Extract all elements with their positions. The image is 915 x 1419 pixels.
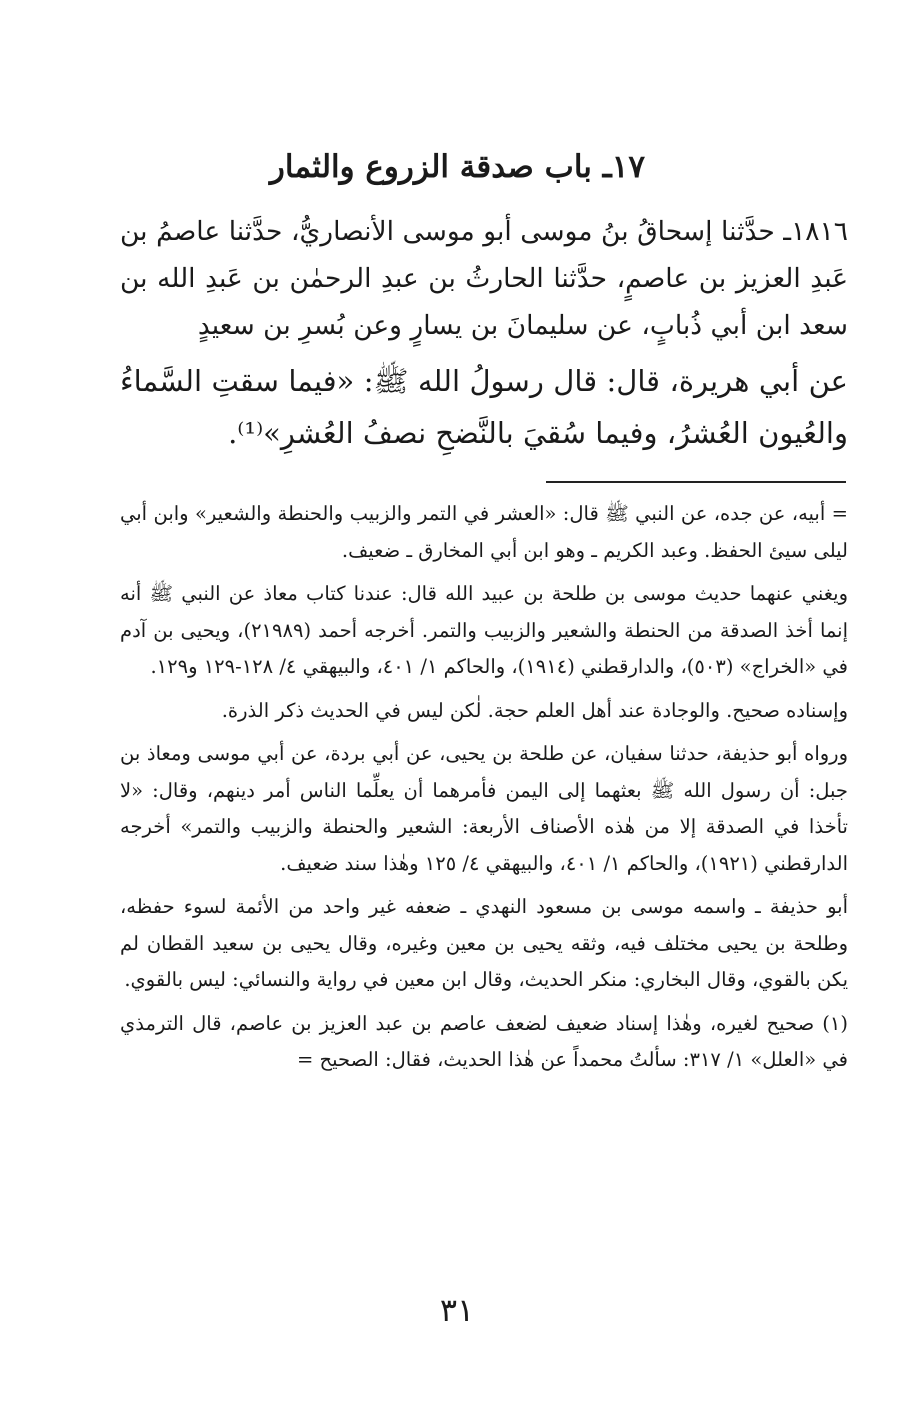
- footnote-paragraph: = أبيه، عن جده، عن النبي ﷺ قال: «العشر في التمر والزبيب والحنطة والشعير» وابن أبي ليلى سيئ الحفظ. وعبد الكريم ـ وهو ابن أبي المخارق ـ ضعيف.: [120, 502, 848, 562]
- chapter-title: ١٧ـ باب صدقة الزروع والثمار: [269, 149, 646, 185]
- footnote-divider: [546, 481, 846, 483]
- footnote-paragraph: ويغني عنهما حديث موسى بن طلحة بن عبيد الله قال: عندنا كتاب معاذ عن النبي ﷺ أنه إنما أخذ الصدقة من الحنطة والشعير والزبيب والتمر. أخرجه أحمد (٢١٩٨٩)، ويحيى بن آدم في «الخراج» (٥٠٣)، والدارقطني (١٩١٤)، والحاكم ١/ ٤٠١، والبيهقي ٤/ ١٢٨-١٢٩ و١٢٩.: [120, 582, 849, 678]
- footnote-paragraph: (١) صحيح لغيره، وهٰذا إسناد ضعيف لضعف عاصم بن عبد العزيز بن عاصم، قال الترمذي في «العلل» ١/ ٣١٧: سألتُ محمداً عن هٰذا الحديث، فقال: الصحيح =: [120, 1011, 848, 1071]
- hadith-isnad: ١٨١٦ـ حدَّثنا إسحاقُ بنُ موسى أبو موسى الأنصاريُّ، حدَّثنا عاصمُ بن عَبدِ العزيز بن عاصمٍ، حدَّثنا الحارثُ بن عبدِ الرحمٰن بن عَبدِ الله بن سعد ابن أبي ذُبابٍ، عن سليمانَ بن يسارٍ وعن بُسرِ بن سعيدٍ: [120, 216, 848, 341]
- footnote-paragraph: ورواه أبو حذيفة، حدثنا سفيان، عن طلحة بن يحيى، عن أبي بردة، عن أبي موسى ومعاذ بن جبل: أن رسول الله ﷺ بعثهما إلى اليمن فأمرهما أن يعلِّما الناس أمر دينهم، وقال: «لا تأخذا في الصدقة إلا من هٰذه الأصناف الأربعة: الشعير والحنطة والزبيب والتمر» أخرجه الدارقطني (١٩٢١)، والحاكم ١/ ٤٠١، والبيهقي ٤/ ١٢٥ وهٰذا سند ضعيف.: [120, 742, 848, 875]
- page-number: ٣١: [439, 1291, 475, 1329]
- hadith-matn: عن أبي هريرة، قال: قال رسولُ الله ﷺ: «فيما سقتِ السَّماءُ والعُيون العُشرُ، وفيما سُقيَ بالنَّضحِ نصفُ العُشرِ»⁽¹⁾.: [120, 364, 848, 450]
- footnote-paragraph: وإسناده صحيح. والوجادة عند أهل العلم حجة. لٰكن ليس في الحديث ذكر الذرة.: [221, 698, 848, 722]
- footnote-paragraph: أبو حذيفة ـ واسمه موسى بن مسعود النهدي ـ ضعفه غير واحد من الأئمة لسوء حفظه، وطلحة بن يحيى مختلف فيه، وثقه يحيى بن معين وغيره، وقال يحيى بن سعيد القطان لم يكن بالقوي، وقال البخاري: منكر الحديث، وقال ابن معين في رواية والنسائي: ليس بالقوي.: [120, 895, 848, 991]
- hadith-text: [120, 208, 848, 465]
- footnotes: [120, 496, 848, 1086]
